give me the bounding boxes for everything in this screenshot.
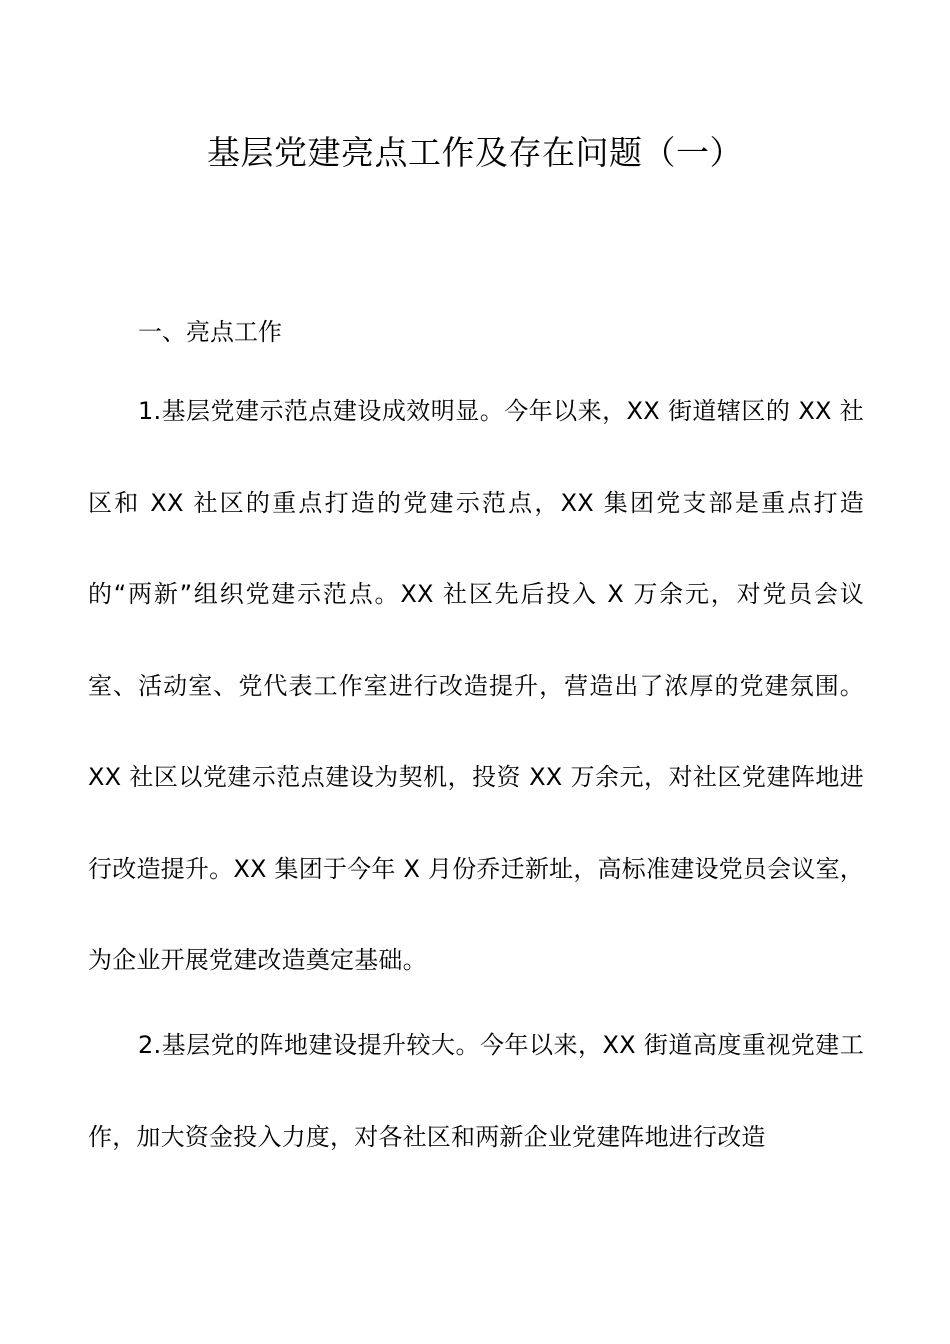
- document-title: 基层党建亮点工作及存在问题（一）: [207, 133, 743, 172]
- paragraph-1: 1.基层党建示范点建设成效明显。今年以来，XX 街道辖区的 XX 社区和 XX 社区的重点打造的党建示范点，XX 集团党支部是重点打造的“两新”组织党建示范点。XX 社区先后投入 X 万余元，对党员会议室、活动室、党代表工作室进行改造提升，营造出了浓厚的党建氛围。XX 社区以党建示范点建设为契机，投资 XX 万余元，对社区党建阵地进行改造提升。XX 集团于今年 X 月份乔迁新址，高标准建设党员会议室，为企业开展党建改造奠定基础。: [88, 397, 864, 974]
- paragraph-2: 2.基层党的阵地建设提升较大。今年以来，XX 街道高度重视党建工作，加大资金投入力度，对各社区和两新企业党建阵地进行改造: [88, 1031, 864, 1151]
- section-heading: 一、亮点工作: [138, 318, 282, 346]
